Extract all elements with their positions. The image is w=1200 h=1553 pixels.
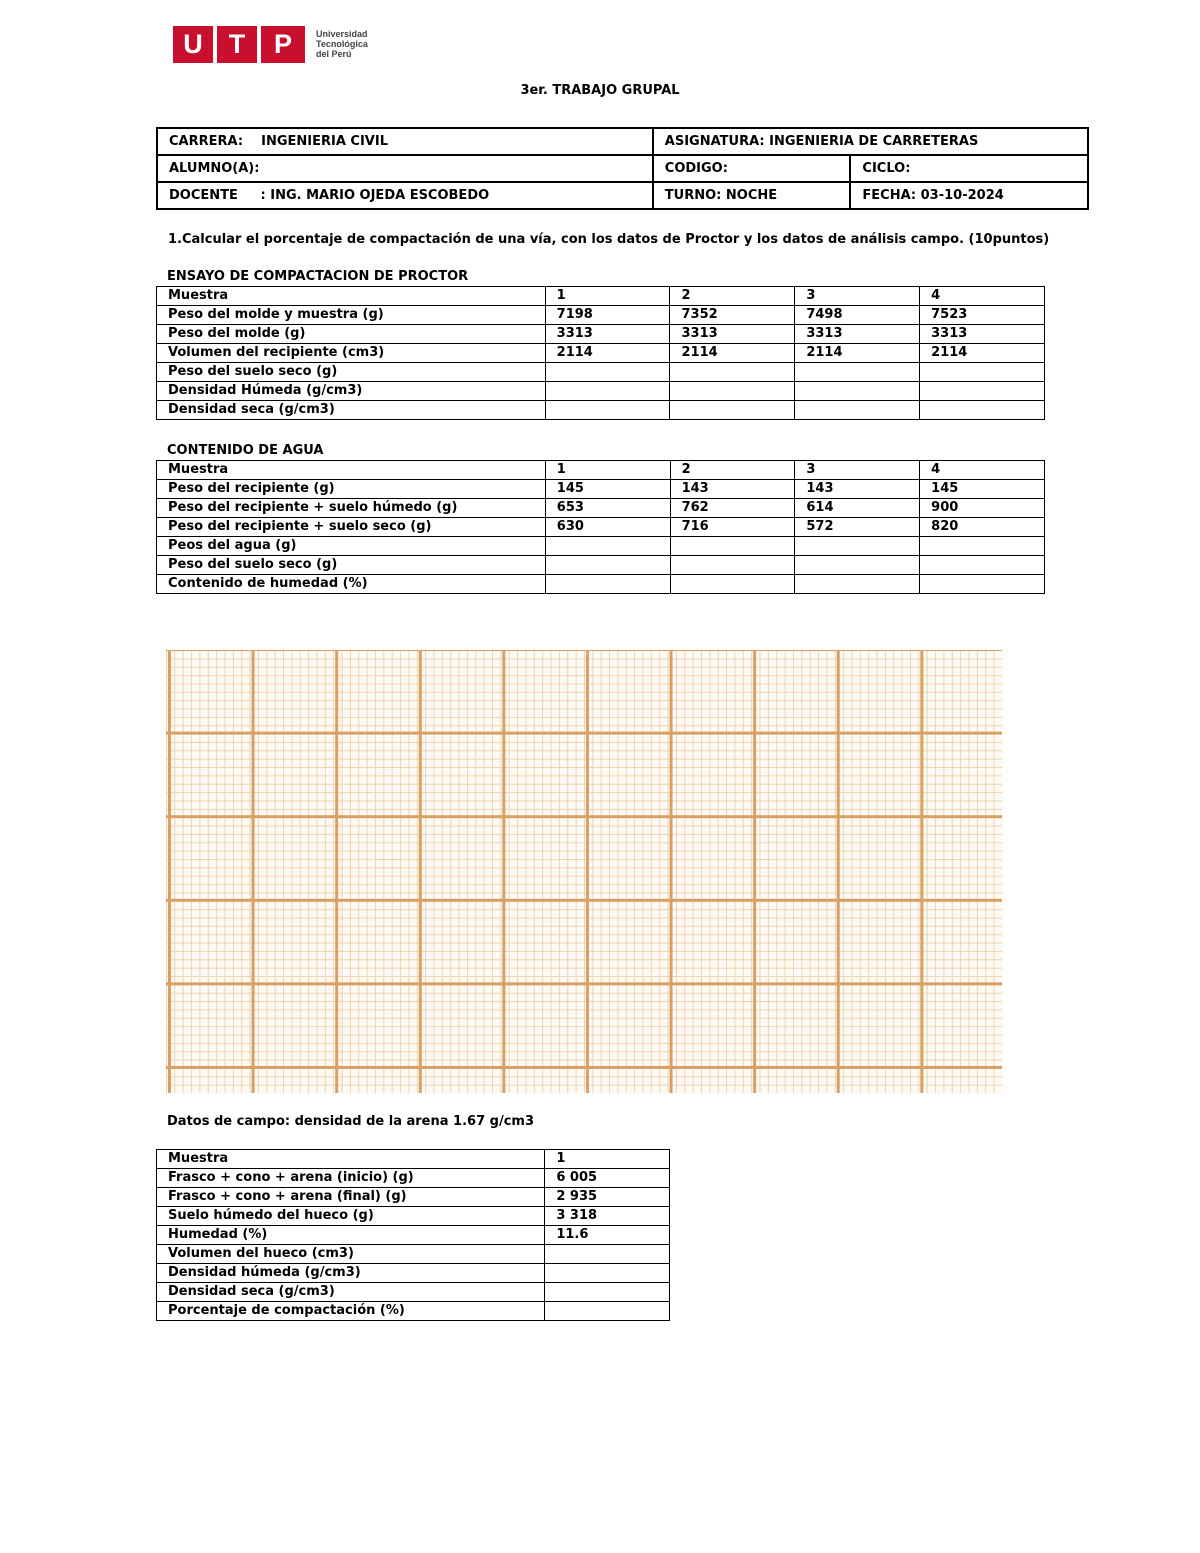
table-cell: 7523	[920, 306, 1045, 325]
table-cell	[795, 382, 920, 401]
table-row	[157, 1150, 670, 1169]
table-cell	[545, 1245, 670, 1264]
table-row	[157, 499, 1045, 518]
row-label: Suelo húmedo del hueco (g)	[157, 1207, 545, 1226]
row-label: Volumen del hueco (cm3)	[157, 1245, 545, 1264]
carrera-cell: CARRERA: INGENIERIA CIVIL	[157, 128, 653, 155]
table-row	[157, 363, 1045, 382]
table-cell: 3313	[920, 325, 1045, 344]
table-cell	[795, 556, 920, 575]
table-cell: 3	[795, 461, 920, 480]
table-cell: 7498	[795, 306, 920, 325]
turno-cell: TURNO: NOCHE	[653, 182, 851, 209]
table-row	[157, 306, 1045, 325]
table-cell	[670, 401, 795, 420]
row-label: Densidad húmeda (g/cm3)	[157, 1264, 545, 1283]
table-cell: 145	[920, 480, 1045, 499]
table-cell: 2114	[545, 344, 670, 363]
agua-title: CONTENIDO DE AGUA	[167, 443, 324, 458]
table-cell: 3	[795, 287, 920, 306]
table-cell: 572	[795, 518, 920, 537]
table-cell	[545, 1283, 670, 1302]
table-cell: 1	[545, 461, 670, 480]
table-cell: 3313	[795, 325, 920, 344]
page-title: 3er. TRABAJO GRUPAL	[520, 83, 680, 98]
table-cell: 762	[670, 499, 795, 518]
table-cell	[545, 537, 670, 556]
table-cell	[920, 401, 1045, 420]
row-label: Peso del suelo seco (g)	[157, 363, 546, 382]
table-row	[157, 1207, 670, 1226]
table-cell	[795, 363, 920, 382]
table-cell: 653	[545, 499, 670, 518]
row-label: Muestra	[157, 461, 546, 480]
table-row	[157, 401, 1045, 420]
logo-letter-u: U	[173, 26, 213, 63]
table-row	[157, 1169, 670, 1188]
table-cell	[795, 575, 920, 594]
table-cell	[920, 537, 1045, 556]
table-cell: 2114	[920, 344, 1045, 363]
table-cell: 820	[920, 518, 1045, 537]
table-cell	[670, 575, 795, 594]
table-cell: 3313	[670, 325, 795, 344]
table-cell: 2 935	[545, 1188, 670, 1207]
table-cell: 1	[545, 1150, 670, 1169]
row-label: Densidad seca (g/cm3)	[157, 1283, 545, 1302]
campo-table	[156, 1149, 670, 1321]
table-cell	[545, 575, 670, 594]
table-row	[157, 1264, 670, 1283]
table-cell: 4	[920, 287, 1045, 306]
codigo-cell: CODIGO:	[653, 155, 851, 182]
table-cell	[795, 401, 920, 420]
utp-logo	[173, 26, 383, 64]
table-cell: 614	[795, 499, 920, 518]
table-row	[157, 518, 1045, 537]
table-row	[157, 1188, 670, 1207]
campo-title: Datos de campo: densidad de la arena 1.67 g/cm3	[167, 1114, 534, 1129]
row-label: Densidad seca (g/cm3)	[157, 401, 546, 420]
table-cell	[545, 401, 670, 420]
table-row	[157, 1283, 670, 1302]
table-cell: 6 005	[545, 1169, 670, 1188]
table-row	[157, 344, 1045, 363]
row-label: Peos del agua (g)	[157, 537, 546, 556]
table-cell	[795, 537, 920, 556]
fecha-cell: FECHA: 03-10-2024	[850, 182, 1088, 209]
table-cell: 2	[670, 461, 795, 480]
table-row	[157, 537, 1045, 556]
proctor-table	[156, 286, 1045, 420]
table-row	[157, 382, 1045, 401]
table-row	[157, 1226, 670, 1245]
asignatura-cell: ASIGNATURA: INGENIERIA DE CARRETERAS	[653, 128, 1088, 155]
table-cell: 2114	[795, 344, 920, 363]
row-label: Peso del suelo seco (g)	[157, 556, 546, 575]
row-label: Peso del molde (g)	[157, 325, 546, 344]
table-cell	[920, 363, 1045, 382]
docente-cell: DOCENTE : ING. MARIO OJEDA ESCOBEDO	[157, 182, 653, 209]
row-label: Muestra	[157, 287, 546, 306]
table-cell	[920, 382, 1045, 401]
table-row	[157, 1302, 670, 1321]
table-cell	[545, 556, 670, 575]
proctor-title: ENSAYO DE COMPACTACION DE PROCTOR	[167, 269, 469, 284]
table-row	[157, 325, 1045, 344]
table-row	[157, 287, 1045, 306]
logo-text: Universidad Tecnológica del Perú	[316, 29, 368, 59]
table-cell	[545, 1264, 670, 1283]
header-table	[156, 127, 1089, 210]
table-cell	[920, 575, 1045, 594]
table-cell: 143	[670, 480, 795, 499]
alumno-cell: ALUMNO(A):	[157, 155, 653, 182]
table-row	[157, 556, 1045, 575]
row-label: Densidad Húmeda (g/cm3)	[157, 382, 546, 401]
table-cell: 7352	[670, 306, 795, 325]
logo-letter-t: T	[217, 26, 257, 63]
table-cell: 7198	[545, 306, 670, 325]
question-text: 1.Calcular el porcentaje de compactación de una vía, con los datos de Proctor y los datos de análisis campo. (10puntos)	[168, 232, 1050, 247]
table-cell: 630	[545, 518, 670, 537]
agua-table	[156, 460, 1045, 594]
table-row	[157, 1245, 670, 1264]
table-cell: 11.6	[545, 1226, 670, 1245]
table-cell: 3313	[545, 325, 670, 344]
row-label: Muestra	[157, 1150, 545, 1169]
table-row	[157, 480, 1045, 499]
table-cell: 1	[545, 287, 670, 306]
table-cell: 3 318	[545, 1207, 670, 1226]
table-cell	[920, 556, 1045, 575]
row-label: Contenido de humedad (%)	[157, 575, 546, 594]
table-cell	[545, 1302, 670, 1321]
table-cell: 143	[795, 480, 920, 499]
table-cell: 900	[920, 499, 1045, 518]
table-cell: 2114	[670, 344, 795, 363]
row-label: Peso del recipiente + suelo húmedo (g)	[157, 499, 546, 518]
table-cell: 2	[670, 287, 795, 306]
row-label: Peso del molde y muestra (g)	[157, 306, 546, 325]
table-row	[157, 461, 1045, 480]
table-cell	[545, 363, 670, 382]
table-cell: 716	[670, 518, 795, 537]
table-cell	[670, 556, 795, 575]
row-label: Porcentaje de compactación (%)	[157, 1302, 545, 1321]
table-cell	[670, 363, 795, 382]
logo-letter-p: P	[261, 26, 305, 63]
row-label: Volumen del recipiente (cm3)	[157, 344, 546, 363]
ciclo-cell: CICLO:	[850, 155, 1088, 182]
row-label: Frasco + cono + arena (inicio) (g)	[157, 1169, 545, 1188]
table-row	[157, 575, 1045, 594]
row-label: Frasco + cono + arena (final) (g)	[157, 1188, 545, 1207]
row-label: Peso del recipiente + suelo seco (g)	[157, 518, 546, 537]
row-label: Peso del recipiente (g)	[157, 480, 546, 499]
table-cell	[670, 382, 795, 401]
graph-paper	[166, 650, 1002, 1093]
table-cell: 4	[920, 461, 1045, 480]
table-cell	[670, 537, 795, 556]
table-cell	[545, 382, 670, 401]
table-cell: 145	[545, 480, 670, 499]
row-label: Humedad (%)	[157, 1226, 545, 1245]
